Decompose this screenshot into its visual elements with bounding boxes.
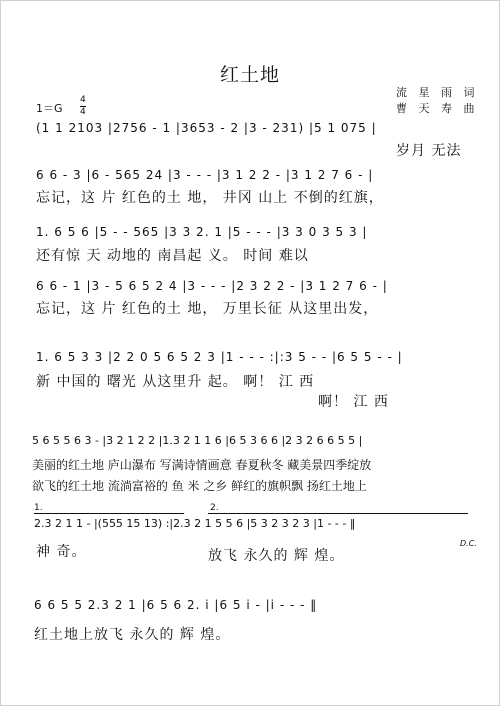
notation-line-4: 6 6 - 1 |3 - 5 6 5 2 4 |3 - - - |2 3 2 2 - |3 1 2 7 6 - | bbox=[36, 279, 388, 293]
ending-bracket-1: 1. bbox=[34, 503, 43, 513]
ending-bracket-2: 2. bbox=[210, 503, 219, 513]
meter-denominator: 4 bbox=[80, 107, 86, 117]
notation-line-7: 2.3 2 1 1 - |(555 15 13) :|2.3 2 1 5 5 6 |5 3 2 3 2 3 |1 - - - ‖ bbox=[34, 517, 356, 530]
notation-line-6: 5 6 5 5 6 3 - |3 2 1 2 2 |1.3 2 1 1 6 |6 5 3 6 6 |2 3 2 6 6 5 5 | bbox=[32, 434, 363, 447]
lyric-line-1: 岁月 无法 bbox=[396, 143, 462, 159]
notation-line-8: 6 6 5 5 2.3 2 1 |6 5 6 2. i |6 5 i - |i - - - ‖ bbox=[34, 598, 318, 612]
lyricist-credit: 流 星 雨 词 bbox=[396, 86, 479, 99]
lyric-line-6b: 欲飞的红土地 流淌富裕的 鱼 米 之乡 鲜红的旗帜飘 扬红土地上 bbox=[32, 479, 367, 493]
notation-line-1: (1 1 2103 |2756 - 1 |3653 - 2 |3 - 231) |5 1 075 | bbox=[36, 121, 377, 135]
lyric-line-5b: 啊！ 江 西 bbox=[318, 394, 389, 410]
lyric-line-2: 忘记，这 片 红色的土 地， 井冈 山上 不倒的红旗， bbox=[36, 190, 384, 206]
lyric-line-7b: 放飞 永久的 辉 煌。 bbox=[208, 548, 345, 564]
bracket-line-2 bbox=[208, 513, 468, 514]
lyric-line-3: 还有惊 天 动地的 南昌起 义。 时间 难以 bbox=[36, 248, 309, 264]
da-capo-mark: D.C. bbox=[460, 539, 477, 548]
lyric-line-8: 红土地上放飞 永久的 辉 煌。 bbox=[34, 627, 231, 643]
meter-numerator: 4 bbox=[80, 95, 86, 105]
key-signature: 1＝G bbox=[36, 102, 63, 115]
notation-line-2: 6 6 - 3 |6 - 565 24 |3 - - - |3 1 2 2 - |3 1 2 7 6 - | bbox=[36, 168, 374, 182]
notation-line-5: 1. 6 5 3 3 |2 2 0 5 6 5 2 3 |1 - - - :|:3 5 - - |6 5 5 - - | bbox=[36, 350, 403, 364]
notation-line-3: 1. 6 5 6 |5 - - 565 |3 3 2. 1 |5 - - - |3 3 0 3 5 3 | bbox=[36, 225, 368, 239]
song-title: 红土地 bbox=[219, 64, 280, 86]
lyric-line-4: 忘记，这 片 红色的土 地， 万里长征 从这里出发， bbox=[36, 301, 379, 317]
lyric-line-7a: 神 奇。 bbox=[36, 544, 87, 560]
lyric-line-5a: 新 中国的 曙光 从这里升 起。 啊！ 江 西 bbox=[36, 374, 315, 390]
composer-credit: 曹 天 寿 曲 bbox=[396, 102, 479, 115]
lyric-line-6a: 美丽的红土地 庐山瀑布 写满诗情画意 春夏秋冬 藏美景四季绽放 bbox=[32, 458, 372, 472]
bracket-line-1 bbox=[34, 513, 184, 514]
